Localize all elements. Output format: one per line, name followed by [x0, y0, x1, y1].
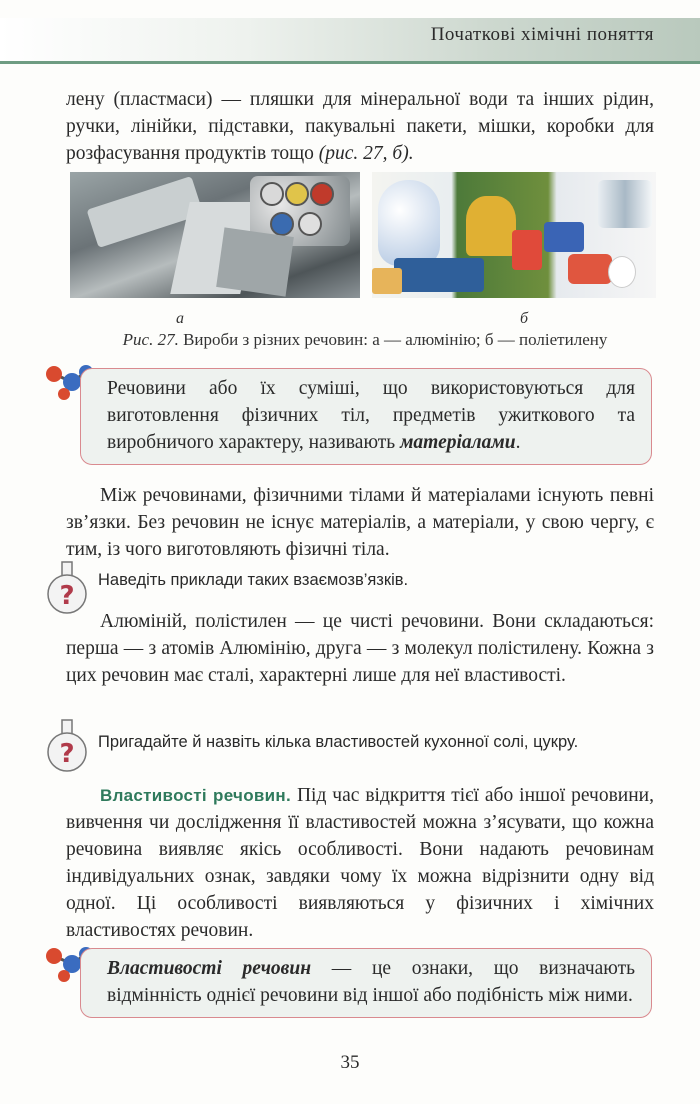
- figure-reference: (рис. 27, б).: [318, 143, 414, 164]
- flask-question-icon: [44, 718, 90, 774]
- definition-1-end: .: [515, 432, 521, 453]
- section-paragraph: [66, 782, 654, 944]
- paragraph-1-text: лену (пластмаси) — пляшки для мінеральної води та інших рідин, ручки, лінійки, підставки, пакувальні пакети, мішки, коробки для розфасування продуктів тощо: [66, 89, 654, 164]
- running-header: Початкові хімічні поняття: [430, 24, 654, 45]
- photo-polyethylene-products: [372, 172, 656, 298]
- definition-1-term: матеріалами: [400, 432, 516, 453]
- question-2: Пригадайте й назвіть кілька властивостей кухонної солі, цукру.: [98, 733, 579, 751]
- figure-label-b: б: [520, 310, 529, 327]
- definition-box-properties: [80, 948, 652, 1018]
- photo-aluminum-products: [70, 172, 360, 298]
- svg-text:?: ?: [59, 739, 75, 769]
- definition-1-text: Речовини або їх суміші, що використовуються для виготовлення фізичних тіл, предметів ужиткового та виробничого характеру, називають: [107, 378, 635, 453]
- section-text: Під час відкриття тієї або іншої речовини, вивчення чи дослідження її властивостей можна з’ясувати, що кожна речовина виявляє якісь особливості. Вони надають речовинам індивідуальних ознак, завдяки чому їх можна відрізнити одну від одної. Ці особливості виявляються у фізичних і хімічних властивостях речовин.: [66, 785, 654, 941]
- paragraph-2: Між речовинами, фізичними тілами й матеріалами існують певні зв’язки. Без речовин не існує матеріалів, а матеріали, у свою чергу, є тим, із чого виготовляють фізичні тіла.: [66, 485, 654, 560]
- figure-label-a: а: [176, 310, 184, 327]
- page-number: 35: [340, 1052, 360, 1073]
- svg-text:?: ?: [59, 581, 75, 611]
- figure-caption: [70, 330, 660, 350]
- definition-2-text: — це ознаки, що визначають відмінність однієї речовини від іншої або подібність між ними.: [107, 958, 636, 1006]
- paragraph-3: Алюміній, полістилен — це чисті речовини. Вони складаються: перша — з атомів Алюмінію, друга — з молекул полістилену. Кожна з цих речовин має сталі, характерні лише для неї властивості.: [66, 611, 654, 686]
- question-1: Наведіть приклади таких взаємозв’язків.: [98, 571, 409, 589]
- definition-box-materials: [80, 368, 652, 465]
- header-rule: [0, 61, 700, 64]
- section-heading: Властивості речовин.: [100, 786, 291, 805]
- figure-caption-prefix: Рис. 27.: [122, 330, 179, 349]
- figure-caption-text: Вироби з різних речовин: а — алюмінію; б — поліетилену: [183, 330, 608, 349]
- paragraph-continuation: [66, 86, 654, 167]
- definition-2-term: Властивості речовин: [107, 958, 312, 979]
